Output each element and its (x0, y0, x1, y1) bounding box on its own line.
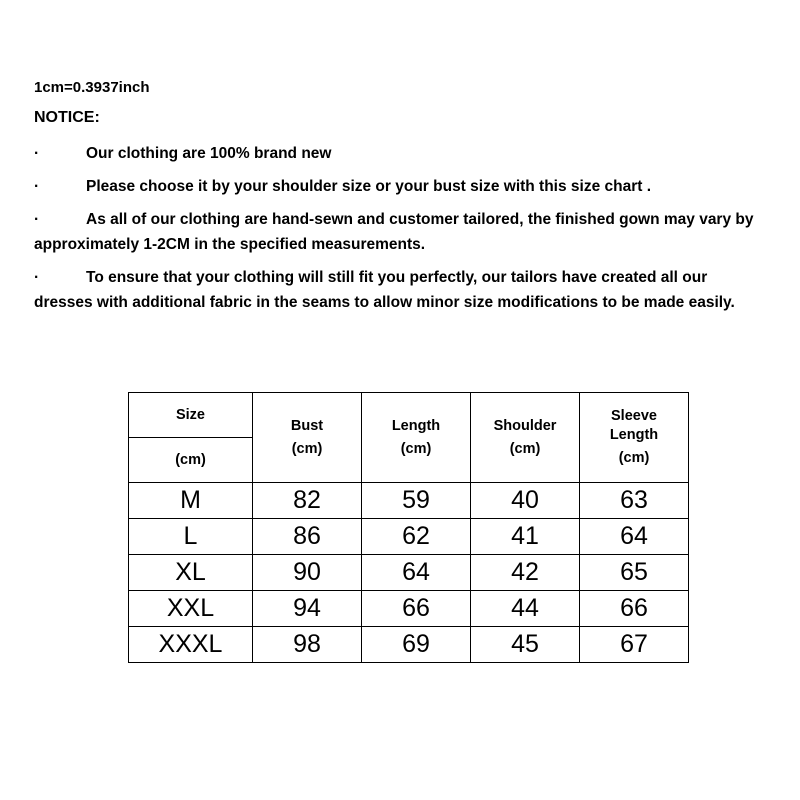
notice-item-2-text: Please choose it by your shoulder size or your bust size with this size chart . (86, 178, 652, 195)
header-sleeve-line2: Length (609, 427, 659, 443)
notice-item-1 (34, 141, 766, 166)
header-length (362, 393, 471, 483)
cell-bust: 94 (253, 591, 362, 627)
table-row (129, 555, 689, 591)
header-bust-name: Bust (290, 417, 324, 434)
cell-size: M (129, 483, 253, 519)
notice-item-4-text: To ensure that your clothing will still fit you perfectly, our tailors have created all our dresses with additional fabric in the seams to allow minor size modifications to be made easily. (34, 269, 735, 311)
header-length-name: Length (391, 417, 441, 434)
cell-shoulder: 40 (471, 483, 580, 519)
header-size: Size (129, 393, 253, 438)
bullet-icon: · (34, 178, 40, 195)
header-sleeve-line1: Sleeve (611, 408, 657, 424)
cell-size: XXXL (129, 627, 253, 663)
notice-item-2 (34, 174, 766, 199)
header-bust-unit: (cm) (291, 440, 323, 457)
cell-size: XXL (129, 591, 253, 627)
notice-item-4 (34, 265, 766, 315)
cell-bust: 98 (253, 627, 362, 663)
header-length-unit: (cm) (400, 440, 432, 457)
size-chart-table (128, 392, 689, 663)
cell-sleeve-length: 64 (580, 519, 689, 555)
notice-heading: NOTICE: (34, 109, 100, 126)
header-shoulder (471, 393, 580, 483)
table-row (129, 627, 689, 663)
cell-length: 59 (362, 483, 471, 519)
bullet-icon: · (34, 211, 40, 228)
cell-shoulder: 41 (471, 519, 580, 555)
cell-bust: 86 (253, 519, 362, 555)
header-shoulder-unit: (cm) (509, 440, 541, 457)
cell-sleeve-length: 65 (580, 555, 689, 591)
cell-length: 66 (362, 591, 471, 627)
notice-item-1-text: Our clothing are 100% brand new (86, 145, 332, 162)
table-header-row-1 (129, 393, 689, 438)
header-bust (253, 393, 362, 483)
cell-length: 62 (362, 519, 471, 555)
notice-item-3-text: As all of our clothing are hand-sewn and customer tailored, the finished gown may vary by approximately 1-2CM in the specified measurements. (34, 211, 754, 253)
header-sleeve-length (580, 393, 689, 483)
cell-length: 69 (362, 627, 471, 663)
cell-length: 64 (362, 555, 471, 591)
table-row (129, 483, 689, 519)
header-shoulder-name: Shoulder (493, 417, 557, 434)
cell-size: XL (129, 555, 253, 591)
cell-shoulder: 45 (471, 627, 580, 663)
header-sleeve-unit: (cm) (618, 450, 650, 466)
bullet-icon: · (34, 269, 40, 286)
cell-bust: 82 (253, 483, 362, 519)
cell-shoulder: 44 (471, 591, 580, 627)
table-row (129, 519, 689, 555)
cell-bust: 90 (253, 555, 362, 591)
cell-sleeve-length: 67 (580, 627, 689, 663)
cell-shoulder: 42 (471, 555, 580, 591)
cell-sleeve-length: 63 (580, 483, 689, 519)
notice-item-3 (34, 207, 766, 257)
cell-size: L (129, 519, 253, 555)
size-chart-table-wrapper (128, 392, 689, 663)
header-size-unit: (cm) (129, 438, 253, 483)
bullet-icon: · (34, 145, 40, 162)
table-row (129, 591, 689, 627)
conversion-note: 1cm=0.3937inch (34, 79, 150, 96)
cell-sleeve-length: 66 (580, 591, 689, 627)
